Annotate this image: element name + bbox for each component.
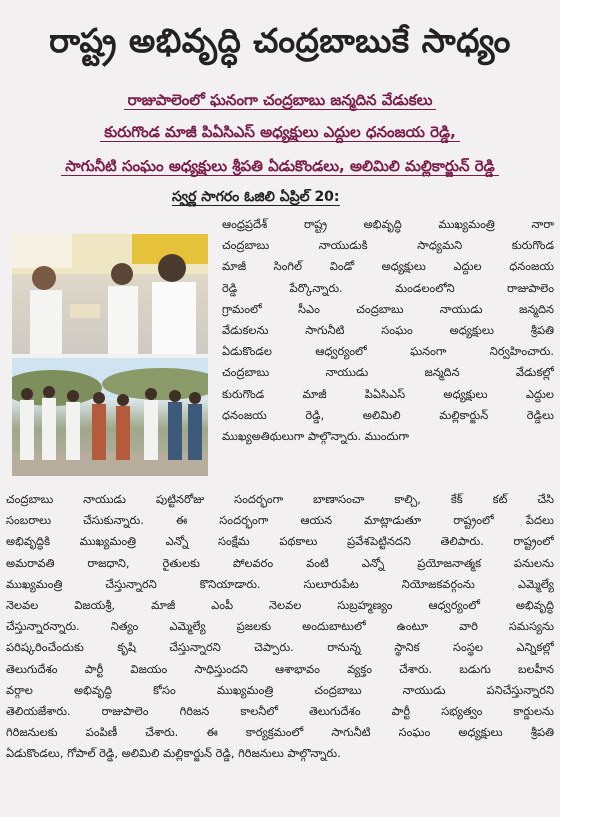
headline: రాష్ట్ర అభివృద్ధి చంద్రబాబుకే సాధ్యం — [49, 21, 511, 60]
body-full-line: ఏడుకొండలు, గోపాల్ రెడ్డి, అలిమిలి మల్లికార్జున్ రెడ్డి, గిరిజనులు పాల్గొన్నారు. — [6, 746, 341, 761]
dateline — [172, 186, 432, 208]
photo-cake-cutting — [12, 234, 208, 354]
body-full-line: తెలియజేశారు. రాజుపాలెం గిరిజన కాలనీలో తెలుగుదేశం పార్టీ సభ్యత్వం కార్డులను — [6, 704, 554, 719]
body-full-line: పరిష్కరించేందుకు కృషి చేస్తున్నారని చెప్పారు. రానున్న స్థానిక సంస్థల ఎన్నికల్లో — [6, 640, 554, 655]
body-full-line: చేస్తున్నారన్నారు. నిత్యం ఎమ్మెల్యే ప్రజలకు అందుబాటులో ఉంటూ వారి సమస్యను — [6, 619, 554, 634]
body-full-line: నెలవల విజయశ్రీ, మాజీ ఎంపీ నెలవల సుబ్రహ్మణ్యం ఆధ్వర్యంలో అభివృద్ధి — [6, 598, 554, 613]
photo-group-gathering-illustration — [12, 358, 208, 476]
body-full-line: అభివృద్ధికి ముఖ్యమంత్రి ఎన్నో సంక్షేమ పథకాలు ప్రవేశపెట్టినదని తెలిపారు. రాష్ట్రంలో — [6, 534, 554, 549]
deck-line-1-text: రాజుపాలెంలో ఘనంగా చంద్రబాబు జన్మదిన వేడుకలు — [124, 91, 437, 110]
body-right-line: వేడుకలను సాగునీటి సంఘం అధ్యక్షులు శ్రీపతి — [222, 323, 554, 338]
body-right-line: కురుగొండ మాజీ పిఏసిఎస్ అధ్యక్షులు ఎద్దుల — [222, 386, 554, 401]
page-margin — [560, 0, 598, 817]
body-full-line: తెలుగుదేశం పార్టీ విజయం సాధిస్తుందని ఆశాభావం వ్యక్తం చేశారు. బడుగు బలహీన — [6, 661, 554, 676]
body-right-line: చంద్రబాబు నాయుడుకి సాధ్యమని కురుగొండ — [222, 238, 554, 253]
body-right-line: మాజీ సింగిల్ విండో అధ్యక్షులు ఎద్దుల ధనంజయ — [222, 259, 554, 274]
deck-line-3 — [10, 154, 550, 178]
body-right-line: ఆంధ్రప్రదేశ్ రాష్ట్ర అభివృద్ధి ముఖ్యమంత్రి నారా — [222, 217, 554, 231]
body-full-line: అమరావతి రాజధాని, రైతులకు పోలవరం వంటి ఎన్నో ప్రయోజనాత్మక పనులను — [6, 555, 554, 570]
body-full-line: గిరిజనులకు పంపిణీ చేశారు. ఈ కార్యక్రమంలో సాగునీటి సంఘం అధ్యక్షులు శ్రీపతి — [6, 725, 554, 740]
photo-cake-cutting-illustration — [12, 234, 208, 354]
body-right-line: ధనంజయ రెడ్డి, అలిమిలి మల్లికార్జున్ రెడ్డిలు — [222, 407, 554, 422]
body-full-line: ముఖ్యమంత్రి చేస్తున్నారని కొనియాడారు. సులూరుపేట నియోజకవర్గంను ఎమ్మెల్యే — [6, 576, 554, 591]
body-right-line: రెడ్డి పేర్కొన్నారు. మండలంలోని రాజుపాలెం — [222, 280, 554, 295]
body-full-line: వర్గాల అభివృద్ధి కోసం ముఖ్యమంత్రి చంద్రబాబు నాయుడు పనిచేస్తున్నారని — [6, 682, 554, 697]
article-body-right-column — [222, 214, 554, 447]
dateline-text: స్వర్ణ సాగరం ఓజిలి ఏప్రిల్ 20: — [172, 189, 340, 205]
body-right-line: చంద్రబాబు నాయుడు జన్మదిన వేడుకల్లో — [222, 365, 554, 380]
body-full-line: సంబరాలు చేసుకున్నారు. ఈ సందర్భంగా ఆయన మాట్లాడుతూ రాష్ట్రంలో పేదలు — [6, 513, 554, 528]
deck-line-3-text: సాగునీటి సంఘం అధ్యక్షులు శ్రీపతి ఏడుకొండలు, అలిమిలి మల్లికార్జున్ రెడ్డి — [61, 157, 499, 176]
article-body-full-width — [6, 489, 554, 765]
deck-line-2-text: కురుగొండ మాజీ పిఏసిఎస్ అధ్యక్షులు ఎద్దుల ధనంజయ రెడ్డి, — [100, 123, 460, 142]
body-full-line: చంద్రబాబు నాయుడు పుట్టినరోజు సందర్భంగా బాణాసంచా కాల్చి, కేక్ కట్ చేసి — [6, 492, 554, 506]
photo-group-gathering — [12, 358, 208, 476]
body-right-line: గ్రామంలో సీఎం చంద్రబాబు నాయుడు జన్మదిన — [222, 301, 554, 316]
body-right-line: ముఖ్యఅతిథులుగా పాల్గొన్నారు. ముందుగా — [222, 429, 410, 444]
body-right-line: ఏడుకొండల ఆధ్వర్యంలో ఘనంగా నిర్వహించారు. — [222, 344, 554, 359]
deck-line-2 — [10, 120, 550, 144]
deck-line-1 — [10, 88, 550, 112]
